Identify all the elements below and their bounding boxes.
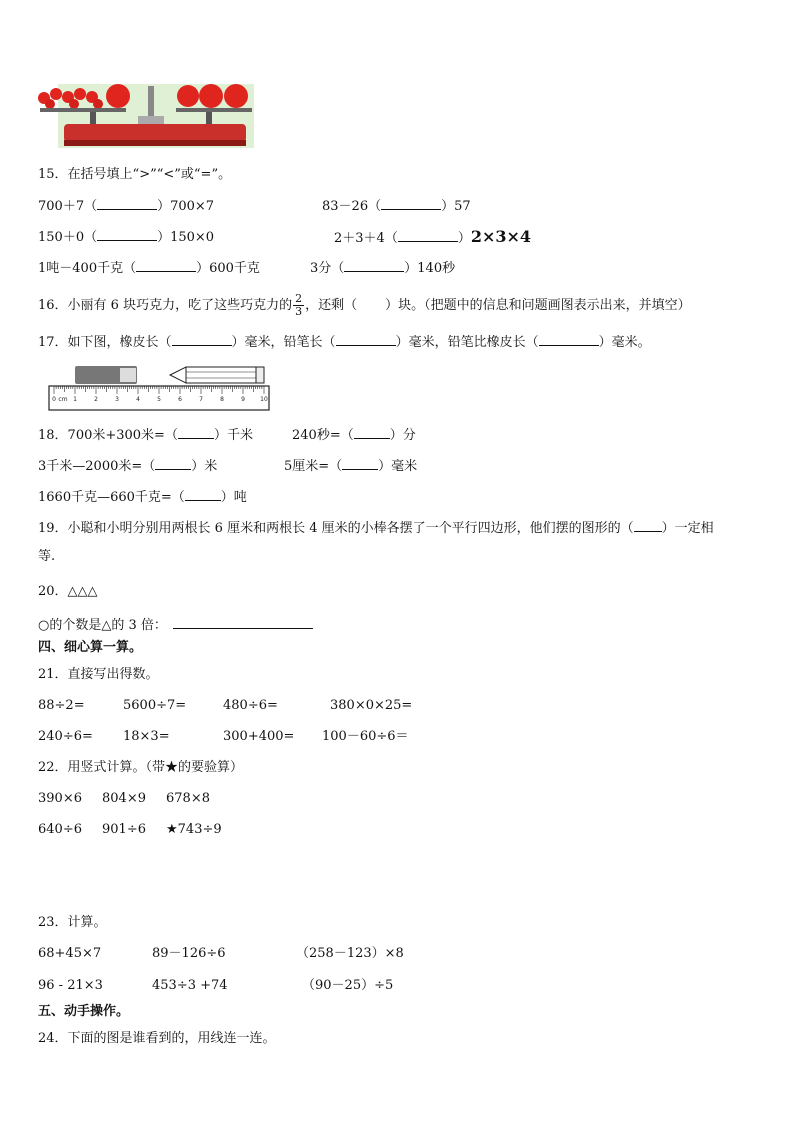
q18-text: 18．700米+300米=（ <box>38 428 178 443</box>
q23-item: （90－25）÷5 <box>302 978 394 993</box>
answer-blank[interactable] <box>136 259 196 272</box>
q20-text: ○的个数是△的 3 倍： <box>38 618 167 633</box>
answer-blank[interactable] <box>398 229 458 242</box>
answer-blank[interactable] <box>381 197 441 210</box>
q15-row3-right <box>310 259 455 278</box>
q18-text: 3千米—2000米=（ <box>38 459 156 474</box>
fraction <box>293 293 304 318</box>
q23-prompt: 23．计算。 <box>38 915 107 930</box>
ruler-tick-label: 3 <box>115 396 119 403</box>
q21-item: 5600÷7= <box>123 698 187 713</box>
q15-row1-left <box>38 197 214 216</box>
q19-line1 <box>38 519 714 538</box>
q23-item: 68+45×7 <box>38 946 102 961</box>
q18-text: ）米 <box>191 459 218 474</box>
answer-blank[interactable] <box>344 259 404 272</box>
q18-row2-left <box>38 457 217 476</box>
answer-blank[interactable] <box>97 228 157 241</box>
q18-text: ）毫米 <box>378 459 418 474</box>
q18-text: 1660千克—660千克=（ <box>38 490 185 505</box>
q15-row1-right <box>322 197 471 216</box>
expr-text: 1吨－400千克（ <box>38 261 137 276</box>
q22-item: 901÷6 <box>102 822 146 837</box>
fraction-numerator: 2 <box>295 292 303 305</box>
q21-prompt: 21．直接写出得数。 <box>38 667 159 682</box>
expr-text: 700＋7（ <box>38 199 98 214</box>
q24-prompt: 24．下面的图是谁看到的，用线连一连。 <box>38 1031 276 1046</box>
q22-prompt: 22．用竖式计算。（带★的要验算） <box>38 760 244 775</box>
q23-item: 96 - 21×3 <box>38 978 103 993</box>
q21-item: 480÷6= <box>223 698 278 713</box>
expr-text: 150＋0（ <box>38 230 98 245</box>
q17-text: ）毫米，铅笔长（ <box>231 335 336 350</box>
ruler-tick-label: 5 <box>157 396 161 403</box>
q22-item: 640÷6 <box>38 822 82 837</box>
q18-text: ）分 <box>389 428 416 443</box>
balance-scale-image <box>36 84 254 148</box>
section-5-heading: 五、动手操作。 <box>38 1004 130 1019</box>
answer-blank[interactable] <box>178 426 214 439</box>
expr-text: ）140秒 <box>404 261 456 276</box>
q18-text: ）千米 <box>213 428 253 443</box>
ruler-tick-label: 0 <box>52 396 56 403</box>
q17-text: 17．如下图，橡皮长（ <box>38 335 172 350</box>
answer-blank[interactable] <box>336 333 396 346</box>
ruler-tick-label: 10 <box>260 396 268 403</box>
expr-text: ） <box>457 231 471 246</box>
q15-row3-left <box>38 259 260 278</box>
q22-item: 390×6 <box>38 791 82 806</box>
q18-row1-right <box>292 426 416 445</box>
answer-blank[interactable] <box>172 333 232 346</box>
ruler-tick-label: 4 <box>136 396 140 403</box>
q18-row1-left <box>38 426 253 445</box>
q15-row2-right <box>334 228 531 248</box>
balance-scale-illustration <box>36 84 254 148</box>
q15-prompt: 15．在括号填上“>”“<”或“=”。 <box>38 167 232 182</box>
q23-item: 453÷3 +74 <box>152 978 228 993</box>
expr-text: ）57 <box>441 199 471 214</box>
q21-item: 380×0×25= <box>330 698 413 713</box>
answer-blank[interactable] <box>539 333 599 346</box>
answer-blank[interactable] <box>634 519 662 532</box>
answer-blank[interactable] <box>185 488 221 501</box>
ruler-tick-label: 6 <box>178 396 182 403</box>
expr-text: 83－26（ <box>322 199 382 214</box>
q20-line2 <box>38 614 313 635</box>
ruler-tick-label: 1 <box>73 396 77 403</box>
left-apple-icon <box>106 84 130 108</box>
q19-text: ）一定相 <box>661 521 714 536</box>
q21-item: 300+400= <box>223 729 295 744</box>
q19-line2: 等. <box>38 549 56 564</box>
fraction-denominator: 3 <box>295 305 303 318</box>
answer-blank[interactable] <box>342 457 378 470</box>
expr-text: ）700×7 <box>157 199 215 214</box>
q18-row2-right <box>284 457 417 476</box>
right-apple-icon <box>177 85 199 107</box>
q17-line <box>38 333 651 352</box>
q19-text: 19．小聪和小明分别用两根长 6 厘米和两根长 4 厘米的小棒各摆了一个平行四边形，他们摆的图形的（ <box>38 521 634 536</box>
expr-text: 3分（ <box>310 261 345 276</box>
ruler-tick-label: 8 <box>220 396 224 403</box>
section-4-heading: 四、细心算一算。 <box>38 640 143 655</box>
expr-text: 2＋3＋4（ <box>334 231 398 246</box>
q17-text: ）毫米。 <box>598 335 651 350</box>
q22-item: 804×9 <box>102 791 146 806</box>
ruler-tick-label: 9 <box>241 396 245 403</box>
q16-text: 16．小丽有 6 块巧克力，吃了这些巧克力的 <box>38 298 293 313</box>
answer-blank[interactable] <box>354 426 390 439</box>
q21-item: 100－60÷6＝ <box>322 729 409 744</box>
q18-text: 5厘米=（ <box>284 459 343 474</box>
pencil-icon <box>170 367 264 383</box>
q22-item: 678×8 <box>166 791 210 806</box>
answer-blank[interactable] <box>155 457 191 470</box>
ruler-figure <box>48 364 272 412</box>
q22-item: ★743÷9 <box>166 822 222 837</box>
q16-text: ）块。（把题中的信息和问题画图表示出来，并填空） <box>385 298 691 313</box>
ruler-illustration <box>48 364 272 412</box>
answer-line[interactable] <box>173 614 313 629</box>
expr-text: ）150×0 <box>157 230 215 245</box>
q16-line <box>38 293 691 319</box>
q23-item: 89－126÷6 <box>152 946 226 961</box>
q20-line1: 20．△△△ <box>38 584 98 599</box>
q18-text: 240秒=（ <box>292 428 354 443</box>
q16-text: ，还剩（ <box>305 298 358 313</box>
q21-item: 18×3= <box>123 729 170 744</box>
q21-item: 88÷2= <box>38 698 85 713</box>
ruler-tick-label: 7 <box>199 396 203 403</box>
expr-text: 2×3×4 <box>470 227 532 246</box>
q15-row2-left <box>38 228 214 247</box>
q17-text: ）毫米，铅笔比橡皮长（ <box>395 335 539 350</box>
expr-text: ）600千克 <box>196 261 260 276</box>
q23-item: （258－123）×8 <box>296 946 404 961</box>
q18-text: ）吨 <box>220 490 247 505</box>
q18-row3 <box>38 488 247 507</box>
q21-item: 240÷6= <box>38 729 93 744</box>
ruler-tick-label: 2 <box>94 396 98 403</box>
answer-blank[interactable] <box>97 197 157 210</box>
ruler-tick-label: cm <box>58 396 68 403</box>
